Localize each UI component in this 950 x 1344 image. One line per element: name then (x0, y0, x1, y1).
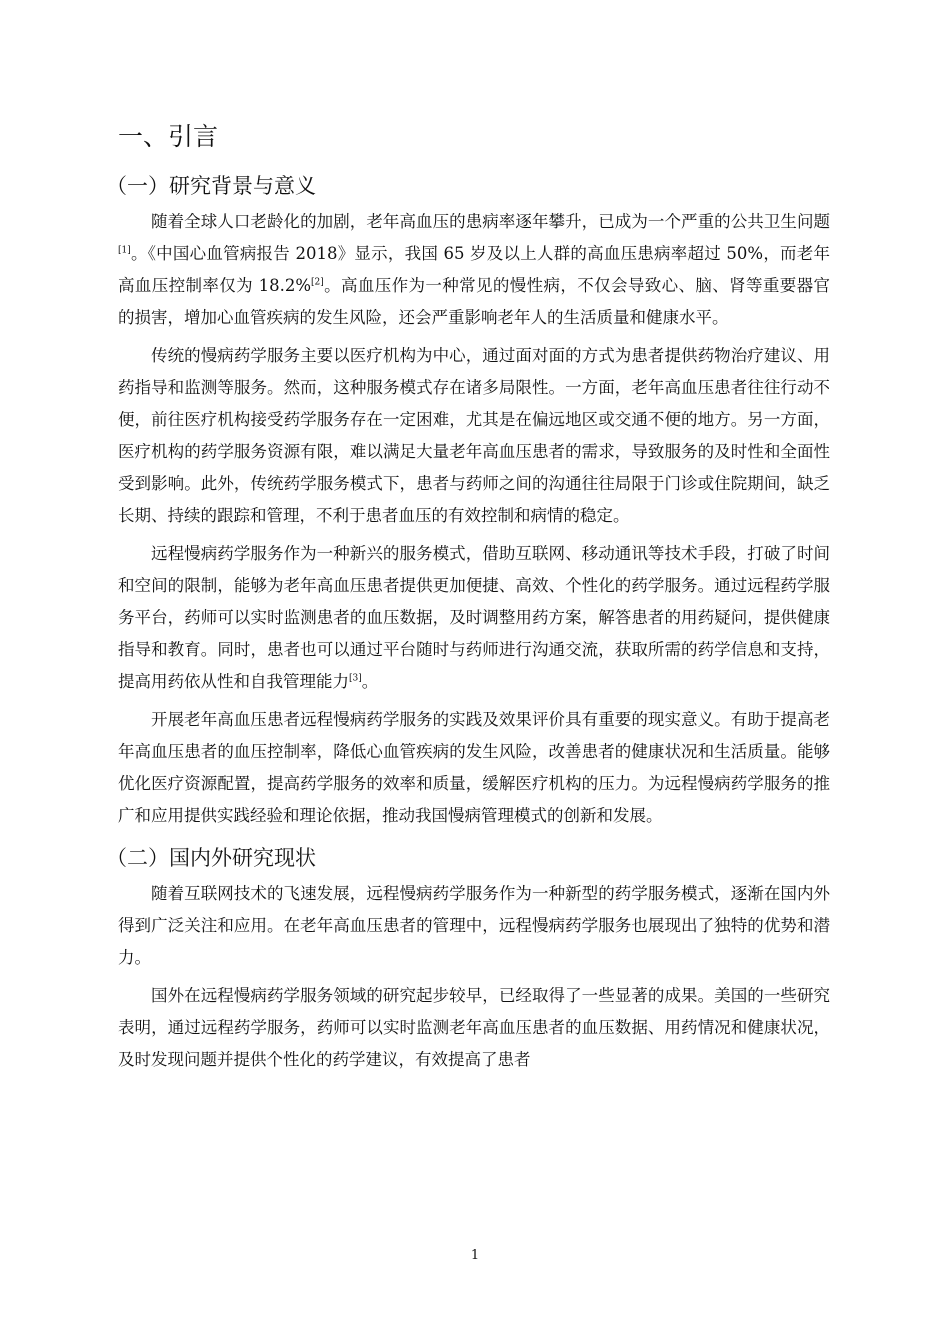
citation-ref: [3] (349, 673, 362, 684)
paragraph-status-1: 随着互联网技术的飞速发展，远程慢病药学服务作为一种新型的药学服务模式，逐渐在国内外得到广泛关注和应用。在老年高血压患者的管理中，远程慢病药学服务也展现出了独特的优势和潜力。 (118, 884, 830, 967)
paragraph-status-2: 国外在远程慢病药学服务领域的研究起步较早，已经取得了一些显著的成果。美国的一些研究表明，通过远程药学服务，药师可以实时监测老年高血压患者的血压数据、用药情况和健康状况，及时发现问题并提供个性化的药学建议，有效提高了患者 (118, 986, 830, 1069)
chapter-heading: 一、引言 (118, 122, 219, 151)
paragraph-background-1 (118, 206, 830, 334)
citation-ref: [2] (311, 277, 324, 288)
paragraph-background-2: 传统的慢病药学服务主要以医疗机构为中心，通过面对面的方式为患者提供药物治疗建议、用药指导和监测等服务。然而，这种服务模式存在诸多局限性。一方面，老年高血压患者往往行动不便，前往医疗机构接受药学服务存在一定困难，尤其是在偏远地区或交通不便的地方。另一方面，医疗机构的药学服务资源有限，难以满足大量老年高血压患者的需求，导致服务的及时性和全面性受到影响。此外，传统药学服务模式下，患者与药师之间的沟通往往局限于门诊或住院期间，缺乏长期、持续的跟踪和管理，不利于患者血压的有效控制和病情的稳定。 (118, 346, 830, 525)
page-number: 1 (470, 1248, 480, 1263)
section-heading-research-status: （二）国内外研究现状 (106, 846, 316, 870)
paragraph-text: 随着全球人口老龄化的加剧，老年高血压的患病率逐年攀升，已成为一个严重的公共卫生问题 (151, 212, 830, 231)
paragraph-text: 。高血压作为一种常见的慢性病，不仅会导致心、脑、肾等重要器官的损害，增加心血管疾病的发生风险，还会严重影响老年人的生活质量和健康水平。 (118, 276, 830, 327)
paragraph-text: 。 (361, 672, 379, 691)
citation-ref: [1] (118, 245, 131, 256)
paragraph-background-4: 开展老年高血压患者远程慢病药学服务的实践及效果评价具有重要的现实意义。有助于提高老年高血压患者的血压控制率，降低心血管疾病的发生风险，改善患者的健康状况和生活质量。能够优化医疗资源配置，提高药学服务的效率和质量，缓解医疗机构的压力。为远程慢病药学服务的推广和应用提供实践经验和理论依据，推动我国慢病管理模式的创新和发展。 (118, 710, 830, 825)
paragraph-text: 远程慢病药学服务作为一种新兴的服务模式，借助互联网、移动通讯等技术手段，打破了时间和空间的限制，能够为老年高血压患者提供更加便捷、高效、个性化的药学服务。通过远程药学服务平台，药师可以实时监测患者的血压数据，及时调整用药方案，解答患者的用药疑问，提供健康指导和教育。同时，患者也可以通过平台随时与药师进行沟通交流，获取所需的药学信息和支持，提高用药依从性和自我管理能力 (118, 544, 830, 691)
section-heading-background: （一）研究背景与意义 (106, 174, 316, 198)
paragraph-text: 。《中国心血管病报告 2018》显示，我国 65 岁及以上人群的高血压患病率超过 50%，而老年高血压控制率仅为 18.2% (118, 244, 830, 295)
page-content (106, 118, 830, 1082)
paragraph-background-3 (118, 538, 830, 698)
